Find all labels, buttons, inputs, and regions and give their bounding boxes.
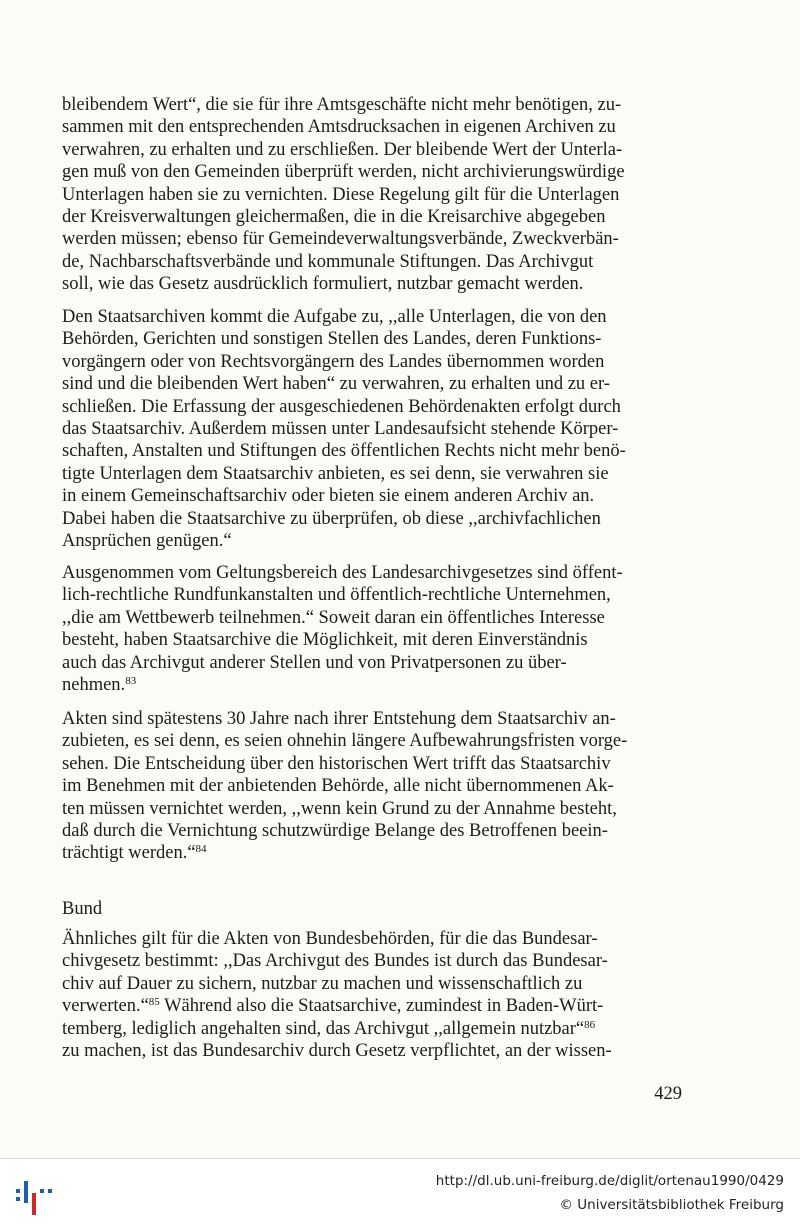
- text-span: verwerten.“: [62, 996, 149, 1017]
- text-line: [62, 995, 682, 1017]
- text-line: auch das Archivgut anderer Stellen und von Privatpersonen zu über-: [62, 652, 567, 673]
- footnote-ref-83: 83: [125, 675, 137, 688]
- text-line: zubieten, es sei denn, es seien ohnehin längere Aufbewahrungsfristen vorge-: [62, 731, 628, 752]
- footnote-ref-85: 85: [148, 996, 160, 1009]
- text-line: Ansprüchen genügen.“: [62, 531, 232, 552]
- library-logo-icon[interactable]: [14, 1175, 54, 1215]
- text-line: im Benehmen mit der anbietenden Behörde, alle nicht übernommenen Ak-: [62, 776, 614, 797]
- copyright-text: © Universitätsbibliothek Freiburg: [559, 1197, 784, 1213]
- text-line: verwahren, zu erhalten und zu erschließen. Der bleibende Wert der Unterla-: [62, 139, 623, 160]
- text-line: Behörden, Gerichten und sonstigen Stellen des Landes, deren Funktions-: [62, 329, 602, 350]
- section-heading: Bund: [62, 899, 103, 919]
- text-span: trächtigt werden.“: [62, 843, 196, 864]
- document-url-link[interactable]: http://dl.ub.uni-freiburg.de/diglit/ortenau1990/0429: [435, 1173, 784, 1189]
- text-line: Akten sind spätestens 30 Jahre nach ihrer Entstehung dem Staatsarchiv an-: [62, 709, 616, 729]
- text-line: in einem Gemeinschaftsarchiv oder bieten sie einem anderen Archiv an.: [62, 486, 595, 507]
- text-span: Während also die Staatsarchive, zumindest in Baden-Würt-: [159, 996, 604, 1017]
- text-line: Ausgenommen vom Geltungsbereich des Landesarchivgesetzes sind öffent-: [62, 563, 623, 583]
- text-line: ,,die am Wettbewerb teilnehmen.“ Soweit daran ein öffentliches Interesse: [62, 607, 605, 628]
- text-line: Unterlagen haben sie zu vernichten. Diese Regelung gilt für die Unterlagen: [62, 184, 620, 205]
- paragraph-2: [62, 306, 682, 552]
- text-line: Den Staatsarchiven kommt die Aufgabe zu, ,,alle Unterlagen, die von den: [62, 307, 607, 327]
- text-line: chiv auf Dauer zu sichern, nutzbar zu machen und wissenschaftlich zu: [62, 973, 583, 994]
- footnote-ref-86: 86: [584, 1018, 596, 1031]
- text-line: werden müssen; ebenso für Gemeindeverwaltungsverbände, Zweckverbän-: [62, 229, 619, 250]
- text-line: soll, wie das Gesetz ausdrücklich formuliert, nutzbar gemacht werden.: [62, 274, 584, 295]
- text-line: der Kreisverwaltungen gleichermaßen, die in die Kreisarchive abgegeben: [62, 207, 606, 228]
- text-line: schließen. Die Erfassung der ausgeschiedenen Behördenakten erfolgt durch: [62, 396, 621, 417]
- text-line: vorgängern oder von Rechtsvorgängern des Landes übernommen worden: [62, 351, 605, 372]
- text-line: tigte Unterlagen dem Staatsarchiv anbieten, es sei denn, sie verwahren sie: [62, 463, 609, 484]
- paragraph-3: [62, 562, 682, 696]
- paragraph-1: [62, 94, 682, 296]
- text-span: temberg, lediglich angehalten sind, das Archivgut ,,allgemein nutzbar“: [62, 1018, 585, 1039]
- text-line: [62, 1018, 682, 1040]
- text-line: ten müssen vernichtet werden, ,,wenn kein Grund zu der Annahme besteht,: [62, 798, 617, 819]
- text-line: sammen mit den entsprechenden Amtsdrucksachen in eigenen Archiven zu: [62, 117, 616, 138]
- text-line: lich-rechtliche Rundfunkanstalten und öffentlich-rechtliche Unternehmen,: [62, 585, 611, 606]
- text-line: de, Nachbarschaftsverbände und kommunale Stiftungen. Das Archivgut: [62, 251, 594, 272]
- text-line: [62, 842, 682, 864]
- text-line: chivgesetz bestimmt: ,,Das Archivgut des Bundes ist durch das Bundesar-: [62, 951, 608, 972]
- text-span: nehmen.: [62, 675, 126, 696]
- text-line: sind und die bleibenden Wert haben“ zu verwahren, zu erhalten und zu er-: [62, 374, 610, 395]
- page-number: 429: [654, 1084, 682, 1104]
- text-line: das Staatsarchiv. Außerdem müssen unter Landesaufsicht stehende Körper-: [62, 419, 619, 440]
- text-line: [62, 674, 682, 696]
- text-line: Ähnliches gilt für die Akten von Bundesbehörden, für die das Bundesar-: [62, 929, 598, 949]
- text-line: besteht, haben Staatsarchive die Möglichkeit, mit deren Einverständnis: [62, 630, 588, 651]
- paragraph-5: [62, 928, 682, 1062]
- paragraph-4: [62, 708, 682, 865]
- text-line: Dabei haben die Staatsarchive zu überprüfen, ob diese ,,archivfachlichen: [62, 508, 601, 529]
- text-line: sehen. Die Entscheidung über den historischen Wert trifft das Staatsarchiv: [62, 753, 611, 774]
- viewer-footer: [0, 1158, 800, 1225]
- text-line: zu machen, ist das Bundesarchiv durch Gesetz verpflichtet, an der wissen-: [62, 1041, 612, 1062]
- text-line: schaften, Anstalten und Stiftungen des öffentlichen Rechts nicht mehr benö-: [62, 441, 626, 462]
- text-line: gen muß von den Gemeinden überprüft werden, nicht archivierungswürdige: [62, 162, 625, 183]
- text-line: bleibendem Wert“, die sie für ihre Amtsgeschäfte nicht mehr benötigen, zu-: [62, 95, 622, 115]
- footnote-ref-84: 84: [195, 843, 207, 856]
- text-line: daß durch die Vernichtung schutzwürdige Belange des Betroffenen beein-: [62, 821, 608, 842]
